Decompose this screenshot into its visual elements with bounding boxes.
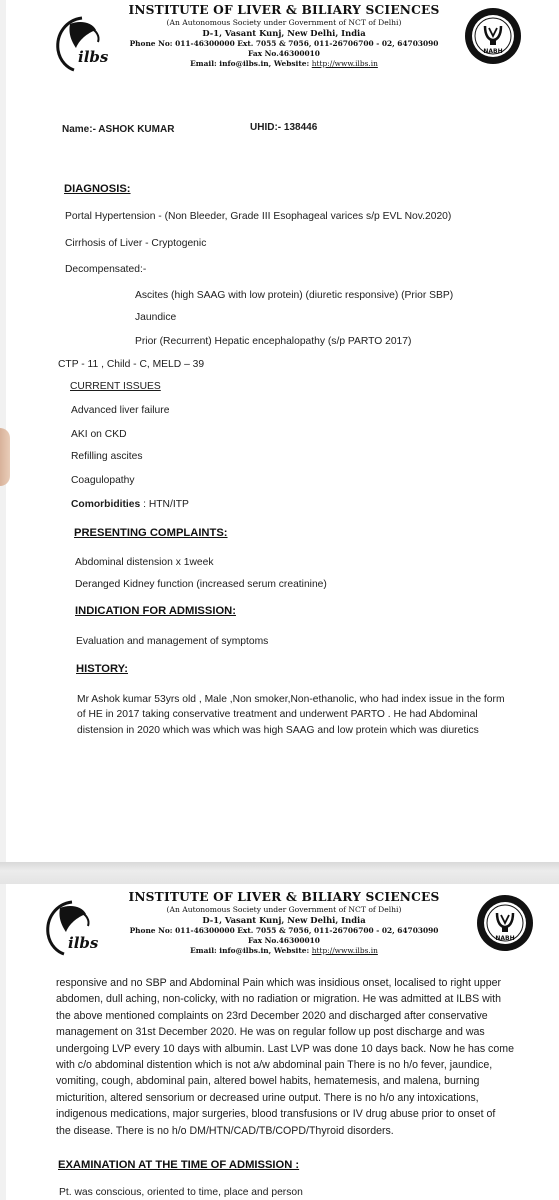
history-line: responsive and no SBP and Abdominal Pain which was insidious onset, localised to right upper — [56, 977, 502, 989]
severity-scores: CTP - 11 , Child - C, MELD – 39 — [58, 359, 205, 370]
history-continuation — [56, 975, 514, 1139]
diagnosis-line: Cirrhosis of Liver - Cryptogenic — [65, 238, 207, 249]
history-line: vomiting, cough, abdominal pain, altered bowel habits, hematemesis, and malena, burning — [56, 1075, 480, 1088]
history-line: with c/o abdominal distention which is not a/w abdominal pain There is no h/o fever, jaundice, — [56, 1059, 493, 1072]
nabh-seal-icon — [463, 6, 523, 66]
email-label: Email: info@ilbs.in, Website: — [190, 59, 312, 68]
institute-subtitle: (An Autonomous Society under Government of NCT of Delhi) — [166, 905, 402, 914]
complaint-item: Abdominal distension x 1week — [75, 557, 214, 568]
history-heading: HISTORY: — [76, 663, 129, 675]
current-issue-item: AKI on CKD — [71, 429, 127, 440]
letterhead — [104, 3, 464, 68]
institute-name: INSTITUTE OF LIVER & BILIARY SCIENCES — [128, 3, 440, 17]
website-link[interactable]: http://www.ilbs.in — [311, 59, 378, 68]
page-gap — [0, 862, 559, 884]
institute-contact — [104, 59, 464, 68]
current-issue-item: Coagulopathy — [71, 475, 135, 486]
diagnosis-line: Portal Hypertension - (Non Bleeder, Grade III Esophageal varices s/p EVL Nov.2020) — [65, 211, 452, 222]
document-page-1 — [6, 0, 559, 862]
current-issue-item: Refilling ascites — [71, 451, 143, 462]
indication-text: Evaluation and management of symptoms — [76, 636, 269, 647]
history-line: Mr Ashok kumar 53yrs old , Male ,Non smoker,Non-ethanolic, who had index issue in the form — [77, 694, 505, 705]
history-line: distension in 2020 which was which was high SAAG and low protein which was diuretics — [77, 724, 479, 736]
comorbidities — [71, 499, 189, 510]
ilbs-logo-icon — [36, 894, 106, 964]
history-line: the disease. There is no h/o DM/HTN/CAD/TB/COPD/Thyroid disorders. — [56, 1124, 394, 1137]
history-line: undergoing LVP every 10 days with albumin. Last LVP was done 10 days back. Now he has come — [56, 1042, 514, 1055]
patient-name: Name:- ASHOK KUMAR — [62, 124, 175, 135]
institute-contact — [104, 946, 464, 955]
examination-heading: EXAMINATION AT THE TIME OF ADMISSION : — [58, 1159, 300, 1171]
seal-text: NABH — [483, 48, 503, 55]
diagnosis-subitem: Ascites (high SAAG with low protein) (diuretic responsive) (Prior SBP) — [135, 290, 454, 301]
history-line: abdomen, dull aching, non-colicky, with no radiation or migration. He was admitted at ILBS with — [56, 993, 501, 1006]
finger-shadow — [0, 428, 10, 486]
letterhead — [104, 890, 464, 955]
comorbidities-value: : HTN/ITP — [140, 499, 189, 510]
indication-heading: INDICATION FOR ADMISSION: — [75, 605, 236, 617]
presenting-complaints-heading: PRESENTING COMPLAINTS: — [74, 527, 228, 539]
diagnosis-line: Decompensated:- — [65, 264, 147, 275]
diagnosis-subitem: Jaundice — [135, 312, 177, 323]
current-issues-heading: CURRENT ISSUES — [70, 381, 161, 392]
institute-name: INSTITUTE OF LIVER & BILIARY SCIENCES — [128, 890, 440, 904]
current-issue-item: Advanced liver failure — [71, 405, 170, 416]
document-page-2 — [6, 884, 559, 1200]
institute-phone: Phone No: 011-46300000 Ext. 7055 & 7056, 011-26706700 - 02, 64703090 — [129, 39, 439, 48]
nabh-seal-icon — [475, 893, 535, 953]
diagnosis-subitem: Prior (Recurrent) Hepatic encephalopathy (s/p PARTO 2017) — [135, 336, 412, 347]
history-line: of HE in 2017 taking conservative treatment and underwent PARTO . He had Abdominal — [77, 709, 478, 721]
ilbs-logo-text: ilbs — [78, 48, 109, 66]
institute-phone: Phone No: 011-46300000 Ext. 7055 & 7056, 011-26706700 - 02, 64703090 — [129, 926, 439, 935]
examination-text: Pt. was conscious, oriented to time, place and person — [59, 1187, 303, 1198]
history-line: micturition, altered sensorium or decreased urine output. There is no h/o any intoxications, — [56, 1091, 479, 1104]
patient-uhid: UHID:- 138446 — [250, 122, 318, 133]
email-label: Email: info@ilbs.in, Website: — [190, 946, 312, 955]
ilbs-logo-text: ilbs — [68, 934, 99, 952]
complaint-item: Deranged Kidney function (increased serum creatinine) — [75, 579, 327, 590]
history-line: indigenous medications, major surgeries, blood transfusions or IV drug abuse prior to onset of — [56, 1108, 496, 1121]
seal-text: NABH — [495, 935, 515, 942]
history-line: management on 31st December 2020. He was on regular follow up post discharge and was — [56, 1026, 485, 1039]
website-link[interactable]: http://www.ilbs.in — [311, 946, 378, 955]
institute-address: D-1, Vasant Kunj, New Delhi, India — [202, 28, 366, 38]
institute-fax: Fax No.46300010 — [248, 936, 320, 945]
institute-fax: Fax No.46300010 — [248, 49, 320, 58]
institute-address: D-1, Vasant Kunj, New Delhi, India — [202, 915, 366, 925]
comorbidities-label: Comorbidities — [71, 499, 141, 510]
history-line: the above mentioned complaints on 23rd December 2020 and discharged after conservative — [56, 1009, 488, 1022]
diagnosis-heading: DIAGNOSIS: — [64, 183, 131, 195]
history-paragraph — [77, 692, 505, 738]
institute-subtitle: (An Autonomous Society under Government of NCT of Delhi) — [166, 18, 402, 27]
